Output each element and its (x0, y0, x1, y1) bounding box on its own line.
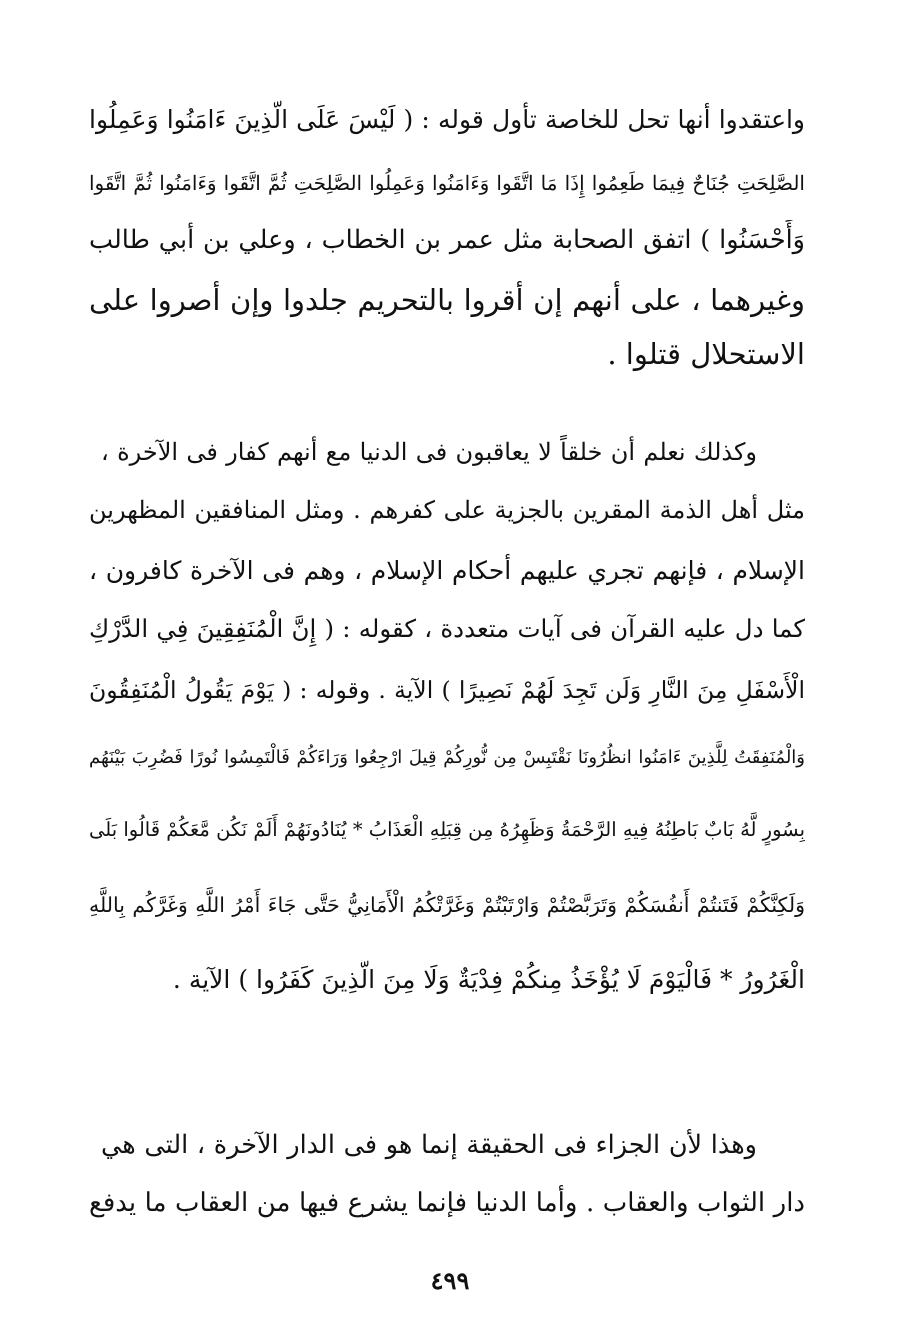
quran-verse-line: وَالْمُنَفِقَتُ لِلَّذِينَ ءَامَنُوا انظُرُونَا نَقْتَبِسْ مِن نُّورِكُمْ قِيلَ ارْجِعُوا وَرَاءَكُمْ فَالْتَمِسُوا نُورًا فَضُرِبَ بَيْنَهُم (89, 747, 805, 768)
page-number: ٤٩٩ (430, 1266, 470, 1295)
text-line: وهذا لأن الجزاء فى الحقيقة إنما هو فى الدار الآخرة ، التى هي (101, 1130, 757, 1160)
text-line: وَأَحْسَنُوا ) اتفق الصحابة مثل عمر بن الخطاب ، وعلي بن أبي طالب (89, 225, 805, 255)
text-line: وكذلك نعلم أن خلقاً لا يعاقبون فى الدنيا مع أنهم كفار فى الآخرة ، (101, 438, 757, 466)
text-line: دار الثواب والعقاب . وأما الدنيا فإنما يشرع فيها من العقاب ما يدفع (89, 1188, 805, 1218)
quran-verse-line: وَلَكِنَّكُمْ فَتَنتُمْ أَنفُسَكُمْ وَتَرَبَّصْتُمْ وَارْتَبْتُمْ وَغَرَّتْكُمُ الْأَمَانِيُّ حَتَّى جَاءَ أَمْرُ اللَّهِ وَغَرَّكُم بِاللَّهِ (89, 893, 805, 917)
text-line: مثل أهل الذمة المقرين بالجزية على كفرهم . ومثل المنافقين المظهرين (89, 496, 805, 524)
text-line: الاستحلال قتلوا . (607, 337, 805, 371)
text-line: واعتقدوا أنها تحل للخاصة تأول قوله : ( لَيْسَ عَلَى الَّذِينَ ءَامَنُوا وَعَمِلُوا (89, 105, 805, 134)
text-line: الإسلام ، فإنهم تجري عليهم أحكام الإسلام ، وهم فى الآخرة كافرون ، (89, 556, 805, 585)
text-line: كما دل عليه القرآن فى آيات متعددة ، كقوله : ( إِنَّ الْمُنَفِقِينَ فِي الدَّرْكِ (89, 614, 805, 643)
quran-verse-line: بِسُورٍ لَّهُ بَابٌ بَاطِنُهُ فِيهِ الرَّحْمَةُ وَظَهِرُهُ مِن قِبَلِهِ الْعَذَابُ * يُنَادُونَهُمْ أَلَمْ نَكُن مَّعَكُمْ قَالُوا بَلَى (89, 818, 805, 841)
text-line: وغيرهما ، على أنهم إن أقروا بالتحريم جلدوا وإن أصروا على (89, 283, 805, 317)
quran-verse-line: الْأَسْفَلِ مِنَ النَّارِ وَلَن تَجِدَ لَهُمْ نَصِيرًا ) الآية . وقوله : ( يَوْمَ يَقُولُ الْمُنَفِقُونَ (89, 676, 805, 704)
quran-verse-line: الْغَرُورُ * فَالْيَوْمَ لَا يُؤْخَذُ مِنكُمْ فِدْيَةٌ وَلَا مِنَ الَّذِينَ كَفَرُوا ) الآية . (172, 965, 805, 994)
quran-verse-line: الصَّلِحَتِ جُنَاحٌ فِيمَا طَعِمُوا إِذَا مَا اتَّقَوا وَءَامَنُوا وَعَمِلُوا الصَّلِحَتِ ثُمَّ اتَّقَوا وَءَامَنُوا ثُمَّ اتَّقَوا (89, 171, 805, 195)
